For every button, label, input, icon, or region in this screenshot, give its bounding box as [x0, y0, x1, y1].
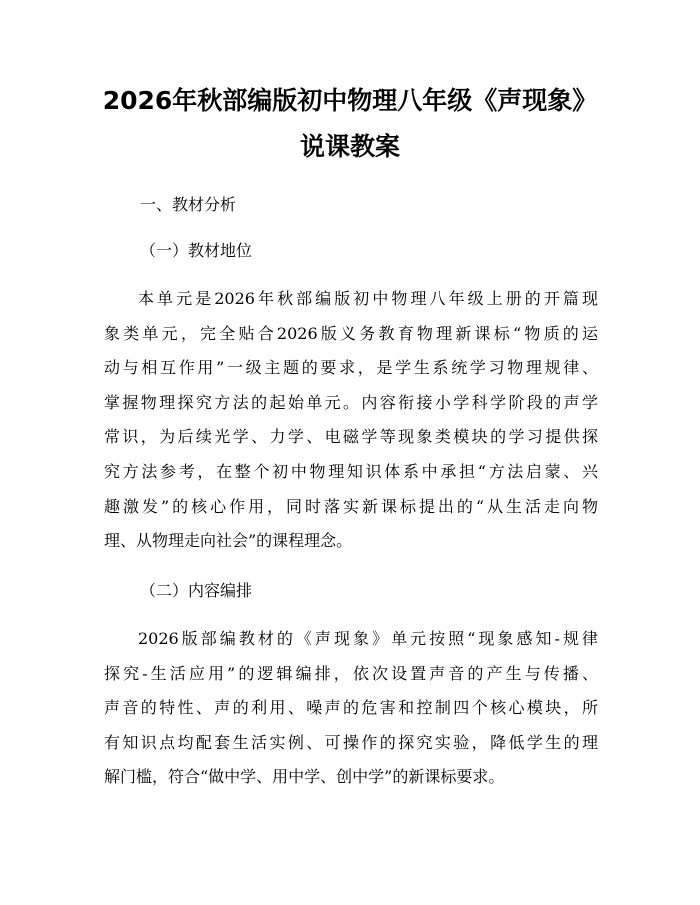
subsection-heading-textbook-position: （一）教材地位 — [140, 241, 253, 260]
paragraph-line: 解门槛，符合“做中学、用中学、创中学”的新课标要求。 — [104, 767, 505, 787]
paragraph-line: 声音的特性、声的利用、噪声的危害和控制四个核心模块，所 — [104, 698, 598, 718]
paragraph-line: 动与相互作用”一级主题的要求，是学生系统学习物理规律、 — [104, 358, 598, 378]
document-title-line-2: 说课教案 — [299, 132, 400, 161]
paragraph-line: 2026版部编教材的《声现象》单元按照“现象感知-规律 — [138, 629, 598, 648]
section-heading-textbook-analysis: 一、教材分析 — [140, 195, 237, 214]
paragraph-line: 理、从物理走向社会”的课程理念。 — [104, 531, 353, 551]
paragraph-line: 本单元是2026年秋部编版初中物理八年级上册的开篇现 — [138, 289, 598, 308]
paragraph-line: 探究-生活应用”的逻辑编排，依次设置声音的产生与传播、 — [104, 663, 598, 683]
paragraph-textbook-position — [104, 282, 598, 559]
subsection-heading-content-arrangement: （二）内容编排 — [140, 581, 253, 600]
paragraph-line: 掌握物理探究方法的起始单元。内容衔接小学科学阶段的声学 — [104, 392, 598, 412]
paragraph-content-arrangement — [104, 622, 598, 795]
paragraph-line: 趣激发”的核心作用，同时落实新课标提出的“从生活走向物 — [104, 496, 598, 516]
document-title-line-1: 2026年秋部编版初中物理八年级《声现象》 — [102, 86, 598, 115]
paragraph-line: 究方法参考，在整个初中物理知识体系中承担“方法启蒙、兴 — [104, 461, 598, 481]
paragraph-line: 象类单元，完全贴合2026版义务教育物理新课标“物质的运 — [104, 323, 598, 343]
paragraph-line: 有知识点均配套生活实例、可操作的探究实验，降低学生的理 — [104, 732, 598, 752]
paragraph-line: 常识，为后续光学、力学、电磁学等现象类模块的学习提供探 — [104, 427, 598, 447]
